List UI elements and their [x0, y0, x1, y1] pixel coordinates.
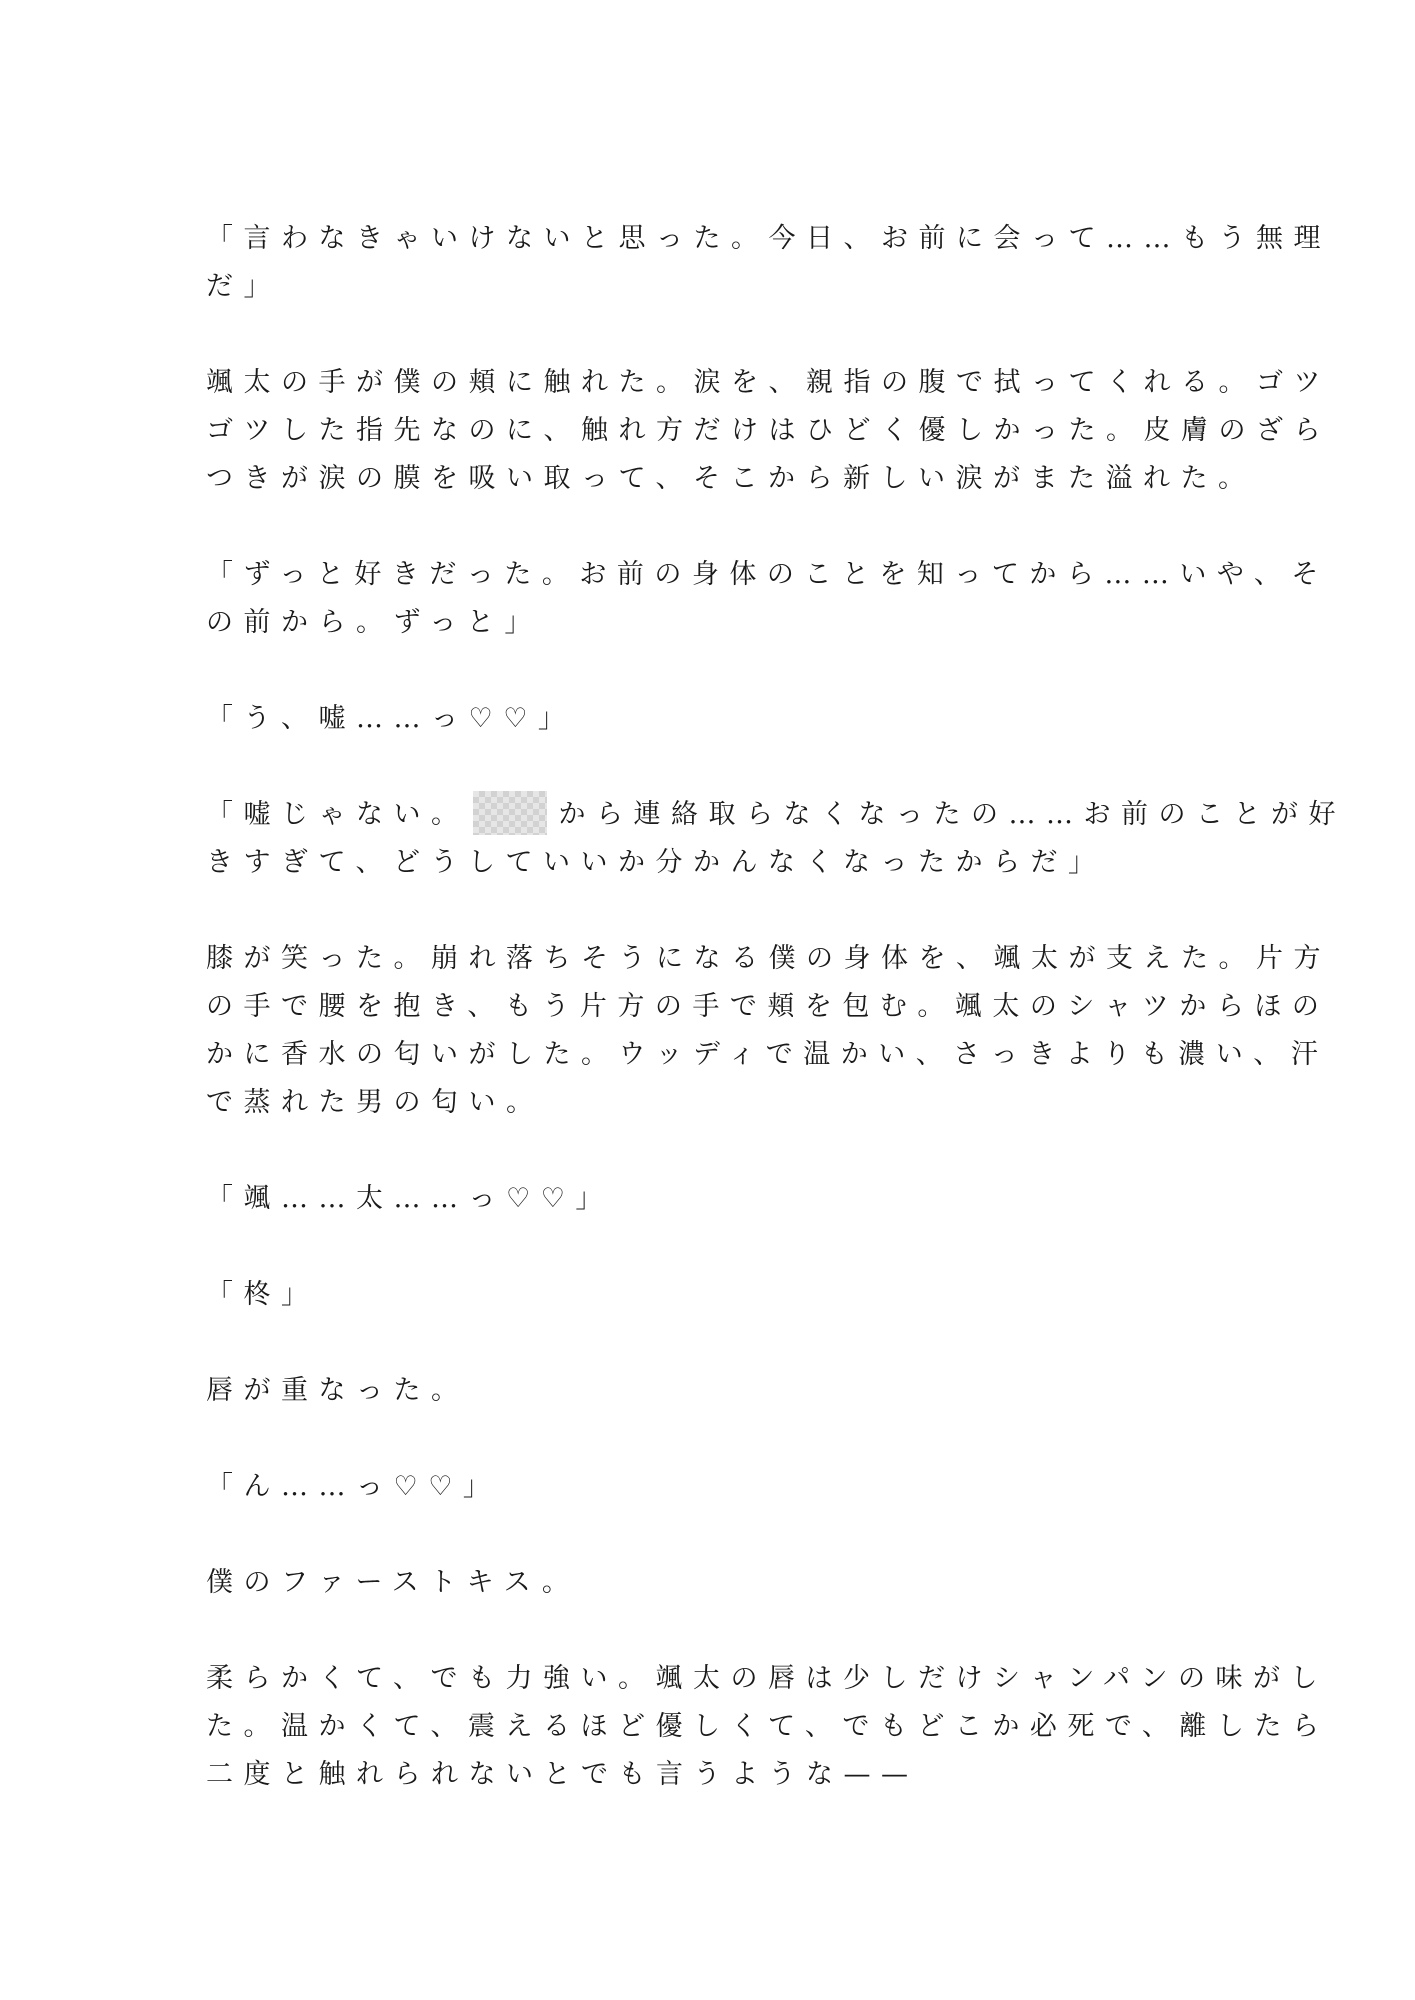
paragraph-gap: [206, 743, 1206, 791]
text-line: 颯太の手が僕の頬に触れた。涙を、親指の腹で拭ってくれる。ゴツ: [206, 367, 1331, 398]
paragraph-gap: [206, 887, 1206, 935]
paragraph-gap: [206, 1511, 1206, 1559]
text-line: [206, 791, 1346, 839]
text-segment: から連絡取らなくなったの……お前のことが好: [558, 799, 1346, 830]
paragraph-gap: [206, 503, 1206, 551]
text-line: た。温かくて、震えるほど優しくて、でもどこか必死で、離したら: [206, 1711, 1330, 1742]
text-line: 「ずっと好きだった。お前の身体のことを知ってから……いや、そ: [206, 559, 1329, 590]
text-line: 「言わなきゃいけないと思った。今日、お前に会って……もう無理: [206, 223, 1331, 254]
text-line: 二度と触れられないとでも言うような——: [206, 1759, 919, 1790]
paragraph-gap: [206, 1127, 1206, 1175]
text-line: 柔らかくて、でも力強い。颯太の唇は少しだけシャンパンの味がし: [206, 1663, 1329, 1694]
paragraph-1: [206, 215, 1331, 311]
paragraph-gap: [206, 1607, 1206, 1655]
paragraph-5: [206, 791, 1346, 887]
text-line: 唇が重なった。: [206, 1375, 469, 1406]
paragraph-4: [206, 695, 1206, 743]
text-line: 「颯……太……っ♡♡」: [206, 1183, 613, 1214]
text-line: ゴツした指先なのに、触れ方だけはひどく優しかった。皮膚のざら: [206, 415, 1331, 446]
text-line: かに香水の匂いがした。ウッディで温かい、さっきよりも濃い、汗: [206, 1039, 1329, 1070]
text-line: つきが涙の膜を吸い取って、そこから新しい涙がまた溢れた。: [206, 463, 1256, 494]
text-segment: 「嘘じゃない。: [206, 799, 469, 830]
text-line: の手で腰を抱き、もう片方の手で頬を包む。颯太のシャツからほの: [206, 991, 1330, 1022]
paragraph-gap: [206, 647, 1206, 695]
paragraph-7: [206, 1175, 1206, 1223]
text-line: の前から。ずっと」: [206, 607, 542, 638]
paragraph-9: [206, 1367, 1206, 1415]
novel-body: [206, 215, 1346, 1799]
paragraph-6: [206, 935, 1331, 1127]
text-line: 「ん……っ♡♡」: [206, 1471, 501, 1502]
text-line: だ」: [206, 271, 281, 302]
paragraph-11: [206, 1559, 1206, 1607]
censored-name-mosaic: [473, 791, 547, 835]
paragraph-gap: [206, 1223, 1206, 1271]
text-line: 僕のファーストキス。: [206, 1567, 580, 1598]
paragraph-2: [206, 359, 1331, 503]
text-line: 「う、嘘……っ♡♡」: [206, 703, 576, 734]
paragraph-3: [206, 551, 1329, 647]
text-line: 膝が笑った。崩れ落ちそうになる僕の身体を、颯太が支えた。片方: [206, 943, 1331, 974]
text-line: で蒸れた男の匂い。: [206, 1087, 544, 1118]
paragraph-12: [206, 1655, 1330, 1799]
text-line: きすぎて、どうしていいか分かんなくなったからだ」: [206, 847, 1106, 878]
paragraph-gap: [206, 1415, 1206, 1463]
text-line: 「柊」: [206, 1279, 319, 1310]
paragraph-8: [206, 1271, 1206, 1319]
paragraph-10: [206, 1463, 1206, 1511]
paragraph-gap: [206, 1319, 1206, 1367]
paragraph-gap: [206, 311, 1206, 359]
